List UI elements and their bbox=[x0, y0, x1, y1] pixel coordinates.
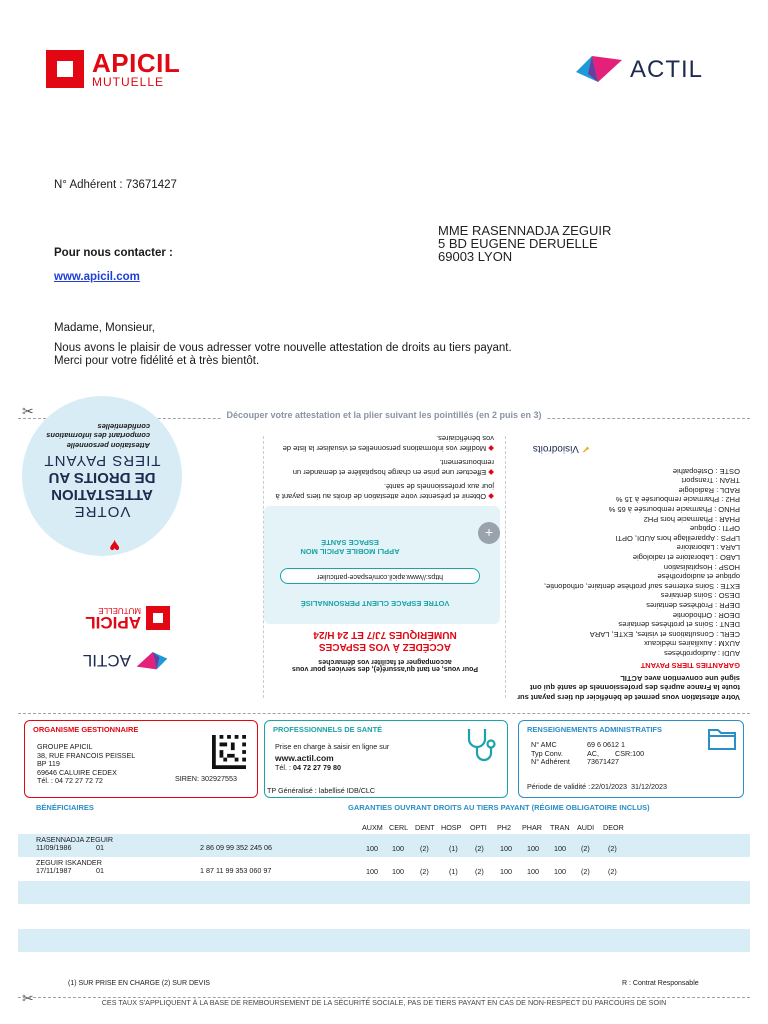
recipient-address bbox=[438, 224, 611, 263]
column-header: CERL bbox=[389, 823, 409, 832]
garantie-value: (2) bbox=[420, 844, 429, 853]
admin-label: N° AMC bbox=[531, 740, 557, 749]
app-title: ACCÉDEZ À VOS ESPACES NUMÉRIQUES 7J/7 ET 24 H/24 bbox=[313, 629, 457, 652]
garantie-value: 100 bbox=[554, 867, 566, 876]
admin-value: 73671427 bbox=[587, 757, 619, 767]
recipient-line: 69003 LYON bbox=[438, 249, 513, 264]
letter-line: Merci pour votre fidélité et à très bientôt. bbox=[54, 355, 260, 367]
beneficiary-name: ZEGUIR ISKANDER bbox=[36, 858, 102, 867]
csr-value: CSR:100 bbox=[615, 748, 645, 758]
actil-logo-mark bbox=[136, 648, 168, 672]
column-header: DENT bbox=[415, 823, 435, 832]
validity-label: Période de validité : bbox=[527, 782, 591, 791]
garantie-item: RADL : Radiologie bbox=[678, 485, 740, 495]
garantie-item: DEOR : Orthodontie bbox=[672, 610, 740, 620]
table-row-band bbox=[18, 881, 750, 904]
letter-body bbox=[54, 322, 512, 368]
organisme-title: ORGANISME GESTIONNAIRE bbox=[33, 725, 139, 734]
garantie-value: (2) bbox=[475, 844, 484, 853]
fold-line bbox=[505, 436, 506, 698]
admin-value: AC, bbox=[587, 748, 599, 758]
greeting: Madame, Monsieur, bbox=[54, 322, 155, 334]
recipient-line: 5 BD EUGENE DERUELLE bbox=[438, 236, 598, 251]
visiodroits-label: Visiodroits bbox=[532, 443, 579, 454]
garantie-item: DEPR : Prothèses dentaires bbox=[646, 601, 740, 611]
admin-box bbox=[518, 720, 744, 798]
organisme-line: 38, RUE FRANCOIS PEISSEL bbox=[37, 750, 136, 760]
apicil-logo bbox=[46, 50, 180, 88]
apicil-logo-mark bbox=[146, 607, 170, 631]
column-header: PH2 bbox=[497, 823, 511, 832]
beneficiary-rang: 01 bbox=[96, 843, 104, 852]
garantie-item: OPTI : Optique bbox=[689, 524, 740, 534]
garantie-value: 100 bbox=[366, 844, 378, 853]
garantie-item: TRAN : Transport bbox=[681, 476, 740, 486]
garantie-value: 100 bbox=[554, 844, 566, 853]
garantie-value: (2) bbox=[581, 867, 590, 876]
garantie-item: EXTE : Soins externes sauf prothèse dentaire, orthodontie, optique et audioprothèse bbox=[544, 572, 740, 591]
responsable-note: R : Contrat Responsable bbox=[622, 980, 699, 987]
datamatrix-code bbox=[211, 735, 247, 769]
garantie-value: (2) bbox=[581, 844, 590, 853]
garantie-item: AUDI : Audioprothèses bbox=[664, 649, 740, 658]
pro-phone bbox=[275, 764, 341, 773]
apicil-logo-sub: MUTUELLE bbox=[92, 75, 165, 89]
garantie-item: AUXM : Auxiliaires médicaux bbox=[644, 639, 740, 649]
admin-value: 69 6 0612 1 bbox=[587, 740, 625, 749]
appli-title: APPLI MOBILE APICIL MON ESPACE SANTÉ bbox=[300, 538, 400, 556]
tp-generalise: TP Généralisé : labellisé IDB/CLC bbox=[267, 786, 376, 795]
admin-label: Typ Conv. bbox=[531, 748, 563, 758]
check-icon: ✔ bbox=[581, 443, 590, 454]
beneficiary-rang: 01 bbox=[96, 866, 104, 875]
garanties-list bbox=[520, 466, 740, 658]
organisme-line: GROUPE APICIL bbox=[37, 742, 93, 751]
bullet-item: ◆ Obtenir et présenter votre attestation de droits au tiers payant à jour aux professionnels de santé. bbox=[275, 482, 494, 501]
garantie-value: 100 bbox=[527, 867, 539, 876]
scissors-icon: ✂ bbox=[22, 403, 34, 419]
garantie-value: (2) bbox=[420, 867, 429, 876]
beneficiary-birth: 17/11/1987 bbox=[36, 866, 72, 875]
garantie-value: 100 bbox=[392, 867, 404, 876]
table-row bbox=[0, 859, 768, 879]
bottom-note: CES TAUX S'APPLIQUENT À LA BASE DE REMBOURSEMENT DE LA SÉCURITÉ SOCIALE, PAS DE TIERS PAYANT EN CAS DE NON-RESPECT DU PARCOURS DE SOIN bbox=[98, 998, 671, 1007]
circle-line: ATTESTATION bbox=[51, 486, 153, 503]
column-header: AUXM bbox=[362, 823, 383, 832]
app-intro: Pour vous, en tant qu'assuré(e), des services pour vous accompagner et faciliter vos démarches bbox=[291, 658, 479, 672]
garantie-value: 100 bbox=[527, 844, 539, 853]
column-header: OPTI bbox=[470, 823, 487, 832]
garantie-value: (2) bbox=[475, 867, 484, 876]
garanties-header: GARANTIES OUVRANT DROITS AU TIERS PAYANT (RÉGIME OBLIGATOIRE INCLUS) bbox=[348, 803, 650, 812]
garantie-item: PHNO : Pharmacie remboursée à 65 % bbox=[608, 505, 740, 515]
garantie-value: (1) bbox=[449, 844, 458, 853]
garantie-value: 100 bbox=[392, 844, 404, 853]
cut-instruction: Découper votre attestation et la plier suivant les pointillés (en 2 puis en 3) bbox=[222, 410, 545, 420]
footer-notes: (1) SUR PRISE EN CHARGE (2) SUR DEVIS bbox=[68, 980, 210, 987]
organisme-line: BP 119 bbox=[37, 759, 60, 769]
table-row bbox=[0, 836, 768, 856]
plus-icon: + bbox=[478, 522, 500, 544]
actil-website[interactable]: www.actil.com bbox=[275, 753, 334, 763]
column-header: TRAN bbox=[550, 823, 570, 832]
contact-label: Pour nous contacter : bbox=[54, 247, 173, 259]
recipient-line: MME RASENNADJA ZEGUIR bbox=[438, 223, 612, 238]
apicil-logo-name: APICIL bbox=[92, 48, 181, 78]
adherent-number: N° Adhérent : 73671427 bbox=[54, 179, 177, 191]
folded-attestation-panel bbox=[18, 421, 750, 706]
garantie-item: DENT : Soins et prothèses dentaires bbox=[618, 620, 740, 630]
folder-icon bbox=[707, 725, 737, 751]
garantie-value: 100 bbox=[500, 867, 512, 876]
beneficiaires-title: BÉNÉFICIAIRES bbox=[36, 803, 94, 812]
circle-line: TIERS PAYANT bbox=[43, 452, 161, 469]
apicil-logo-sub: MUTUELLE bbox=[98, 606, 141, 615]
admin-rows bbox=[531, 741, 644, 767]
garanties-columns bbox=[0, 823, 768, 833]
beneficiary-nir: 1 87 11 99 353 060 97 bbox=[200, 866, 272, 875]
espace-client-url[interactable]: https://www.apicil.com/espace-particulier bbox=[280, 568, 480, 584]
service-bullets bbox=[274, 433, 494, 501]
stethoscope-icon bbox=[461, 725, 501, 765]
table-row-band bbox=[18, 929, 750, 952]
apicil-logo-mark bbox=[46, 50, 84, 88]
pro-phone-number: 04 72 27 79 80 bbox=[292, 763, 341, 772]
garanties-title: GARANTIES TIERS PAYANT bbox=[640, 661, 740, 670]
garantie-value: 100 bbox=[500, 844, 512, 853]
bullet-item: ◆ Effectuer une prise en charge hospitalière et demander un remboursement. bbox=[292, 458, 494, 477]
apicil-logo-small bbox=[85, 606, 170, 631]
garantie-item: DESO : Soins dentaires bbox=[660, 591, 740, 601]
organisme-line: 69646 CALUIRE CEDEX bbox=[37, 767, 117, 777]
scissors-icon: ✂ bbox=[22, 990, 34, 1006]
garantie-item: PHAR : Pharmacie hors PH2 bbox=[643, 514, 740, 524]
column-header: AUDI bbox=[577, 823, 595, 832]
garantie-value: (2) bbox=[608, 844, 617, 853]
pro-phone-label: Tél. : bbox=[275, 763, 291, 772]
professionnels-title: PROFESSIONNELS DE SANTÉ bbox=[273, 725, 383, 734]
tiers-intro: Votre attestation vous permet de bénéficier du tiers payant sur toute la France auprès des professionnels de santé qui ont signé une convention avec ACTIL bbox=[517, 673, 740, 702]
circle-line: DE DROITS AU bbox=[48, 469, 156, 486]
garantie-item: LABO : Laboratoire et radiologie bbox=[632, 553, 740, 563]
professionnels-box bbox=[264, 720, 508, 798]
circle-line: VOTRE bbox=[73, 503, 131, 520]
hands-heart-icon: ♥ bbox=[109, 536, 120, 556]
organisme-address bbox=[37, 743, 135, 786]
garantie-item: LPPS : Appareillage hors AUDI, OPTI bbox=[615, 533, 740, 543]
beneficiary-name: RASENNADJA ZEGUIR bbox=[36, 835, 114, 844]
garantie-item: LARA : Laboratoire bbox=[676, 543, 740, 553]
espace-client-title: VOTRE ESPACE CLIENT PERSONNALISÉ bbox=[300, 599, 450, 608]
beneficiary-nir: 2 86 09 99 352 245 06 bbox=[200, 843, 272, 852]
garantie-item: CERL : Consultations et visites, EXTE, LARA bbox=[589, 629, 740, 639]
confidential-note: Attestation personnelle comportant des informations confidentielles bbox=[46, 421, 150, 450]
garantie-item: PH2 : Pharmacie remboursée à 15 % bbox=[615, 495, 740, 505]
letter-line: Nous avons le plaisir de vous adresser votre nouvelle attestation de droits au tiers payant. bbox=[54, 342, 512, 354]
validity-period bbox=[527, 783, 667, 792]
validity-from: 22/01/2023 bbox=[591, 782, 627, 791]
garantie-item: HOSP : Hospitalisation bbox=[663, 562, 740, 572]
validity-to: 31/12/2023 bbox=[630, 782, 667, 791]
actil-logo bbox=[576, 52, 703, 88]
visiodroits-logo bbox=[533, 443, 590, 454]
actil-logo-small bbox=[83, 648, 168, 672]
actil-logo-name: ACTIL bbox=[82, 651, 131, 670]
garantie-value: (1) bbox=[449, 867, 458, 876]
organisme-line: Tél. : 04 72 27 72 72 bbox=[37, 776, 103, 786]
garantie-value: (2) bbox=[608, 867, 617, 876]
bullet-item: ◆ Modifier vos informations personnelles et visualiser la liste de vos bénéficiaires. bbox=[282, 434, 494, 453]
actil-logo-name: ACTIL bbox=[630, 56, 704, 83]
actil-logo-mark bbox=[576, 52, 622, 88]
siren: SIREN: 302927553 bbox=[175, 774, 237, 783]
admin-label: N° Adhérent bbox=[531, 757, 570, 767]
organisme-box bbox=[24, 720, 258, 798]
garantie-item: OSTE : Ostéopathie bbox=[672, 466, 740, 476]
prise-en-charge-note: Prise en charge à saisir en ligne sur bbox=[275, 742, 390, 751]
column-header: HOSP bbox=[441, 823, 462, 832]
apicil-logo-name: APICIL bbox=[85, 613, 141, 632]
column-header: DEOR bbox=[603, 823, 624, 832]
website-link[interactable]: www.apicil.com bbox=[54, 271, 140, 283]
cut-line bbox=[18, 713, 750, 714]
column-header: PHAR bbox=[522, 823, 542, 832]
admin-title: RENSEIGNEMENTS ADMINISTRATIFS bbox=[527, 725, 663, 734]
beneficiary-birth: 11/09/1986 bbox=[36, 843, 72, 852]
garantie-value: 100 bbox=[366, 867, 378, 876]
